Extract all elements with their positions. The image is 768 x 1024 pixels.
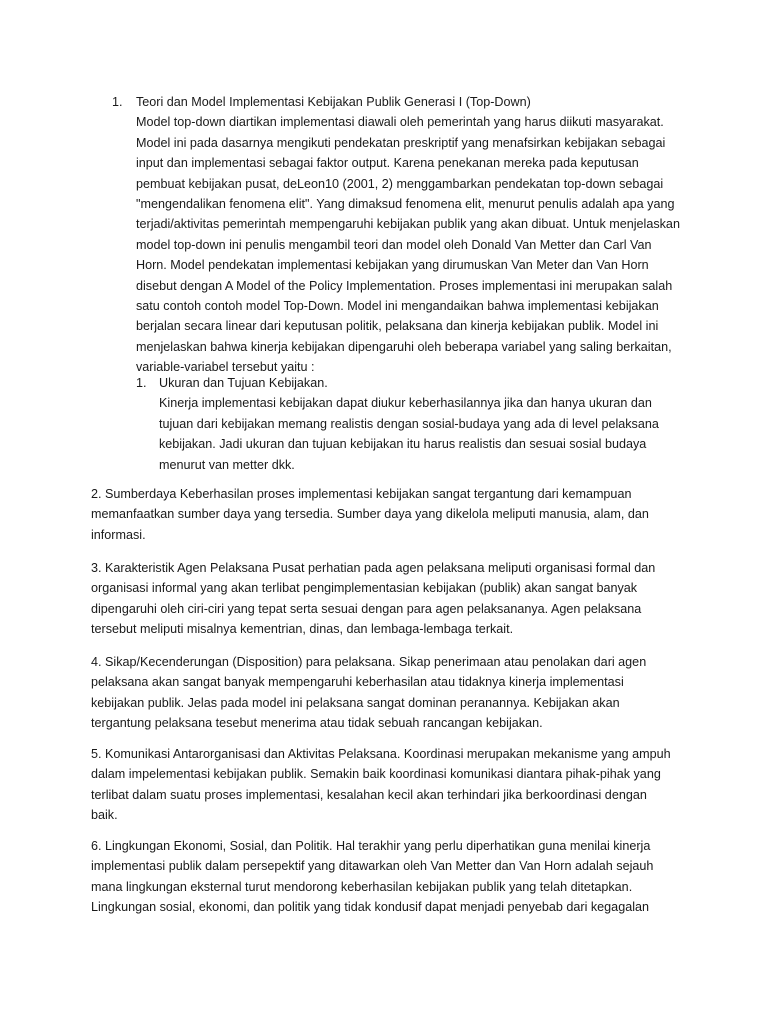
- list-item-body: Model top-down diartikan implementasi diawali oleh pemerintah yang harus diikuti masyarakat. Model ini pada dasarnya mengikuti pendekatan preskriptif yang menafsirkan kebijakan sebagai input dan implementasi sebagai faktor output. Karena penekanan mereka pada keputusan pembuat kebijakan pusat, deLeon10 (2001, 2) menggambarkan pendekatan top-down sebagai "mengendalikan fenomena elit". Yang dimaksud fenomena elit, menurut penulis adalah apa yang terjadi/aktivitas pemerintah mempengaruhi kebijakan publik yang akan dibuat. Untuk menjelaskan model top-down ini penulis mengambil teori dan model oleh Donald Van Metter dan Carl Van Horn. Model pendekatan implementasi kebijakan yang dirumuskan Van Meter dan Van Horn disebut dengan A Model of the Policy Implementation. Proses implementasi ini merupakan salah satu contoh contoh model Top-Down. Model ini mengandaikan bahwa implementasi kebijakan berjalan secara linear dari keputusan politik, pelaksana dan kinerja kebijakan publik. Model ini menjelaskan bahwa kinerja kebijakan dipengaruhi oleh beberapa variabel yang saling berkaitan, variable-variabel tersebut yaitu :: [136, 115, 680, 375]
- sub-list-item-body: Kinerja implementasi kebijakan dapat diukur keberhasilannya jika dan hanya ukuran dan tujuan dari kebijakan memang realistis dengan sosial-budaya yang ada di level pelaksana kebijakan. Jadi ukuran dan tujuan kebijakan itu harus realistis dan sesuai sosial budaya menurut van metter dkk.: [159, 396, 659, 472]
- sub-list-item-title: Ukuran dan Tujuan Kebijakan.: [159, 376, 328, 390]
- sub-list-number: 1.: [136, 376, 147, 390]
- paragraph-lingkungan: 6. Lingkungan Ekonomi, Sosial, dan Politik. Hal terakhir yang perlu diperhatikan guna menilai kinerja implementasi publik dalam persepektif yang ditawarkan oleh Van Metter dan Van Horn adalah sejauh mana lingkungan eksternal turut mendorong keberhasilan kebijakan publik yang telah ditetapkan. Lingkungan sosial, ekonomi, dan politik yang tidak kondusif dapat menjadi penyebab dari kegagalan: [91, 839, 654, 915]
- list-item-title: Teori dan Model Implementasi Kebijakan Publik Generasi I (Top-Down): [136, 95, 531, 109]
- list-number: 1.: [112, 95, 123, 109]
- sub-list-item-ukuran-tujuan: [136, 373, 676, 475]
- paragraph-karakteristik-agen: 3. Karakteristik Agen Pelaksana Pusat perhatian pada agen pelaksana meliputi organisasi formal dan organisasi informal yang akan terlibat pengimplementasian kebijakan (publik) akan sangat banyak dipengaruhi oleh ciri-ciri yang tepat serta sesuai dengan para agen pelaksananya. Agen pelaksana tersebut meliputi misalnya kementrian, dinas, dan lembaga-lembaga terkait.: [91, 561, 656, 637]
- paragraph-komunikasi: 5. Komunikasi Antarorganisasi dan Aktivitas Pelaksana. Koordinasi merupakan mekanisme yang ampuh dalam impelementasi kebijakan publik. Semakin baik koordinasi komunikasi diantara pihak-pihak yang terlibat dalam suatu proses implementasi, kesalahan kecil akan terhindari jika berkoordinasi dengan baik.: [91, 747, 671, 823]
- paragraph-sumberdaya: 2. Sumberdaya Keberhasilan proses implementasi kebijakan sangat tergantung dari kemampuan memanfaatkan sumber daya yang tersedia. Sumber daya yang dikelola meliputi manusia, alam, dan informasi.: [91, 487, 649, 542]
- list-item-content: [136, 92, 682, 378]
- paragraph-sikap-pelaksana: 4. Sikap/Kecenderungan (Disposition) para pelaksana. Sikap penerimaan atau penolakan dari agen pelaksana akan sangat banyak mempengaruhi keberhasilan atau tidaknya kinerja implementasi kebijakan publik. Jelas pada model ini pelaksana sangat dominan peranannya. Kebijakan akan tergantung pelaksana tesebut menerima atau tidak sebuah rancangan kebijakan.: [91, 655, 647, 731]
- list-item-teori-top-down: [112, 92, 682, 378]
- sub-list-item-content: [159, 373, 676, 475]
